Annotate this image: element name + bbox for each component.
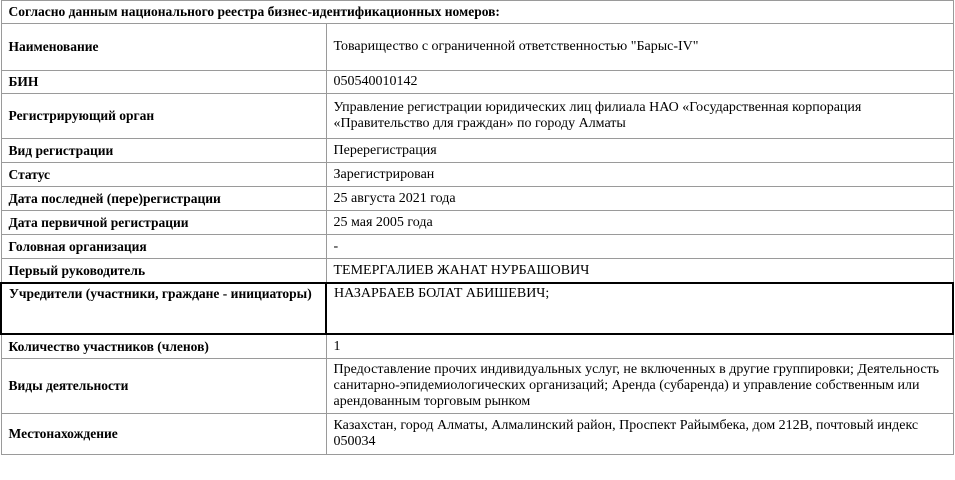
row-value-registration-type: Перерегистрация	[326, 139, 953, 163]
row-label-bin: БИН	[1, 71, 326, 94]
table-row	[1, 24, 953, 71]
table-row	[1, 211, 953, 235]
row-value-founders: НАЗАРБАЕВ БОЛАТ АБИШЕВИЧ;	[326, 283, 953, 334]
row-value-registering-authority: Управление регистрации юридических лиц филиала НАО «Государственная корпорация «Правительство для граждан» по городу Алматы	[326, 94, 953, 139]
table-row	[1, 334, 953, 359]
row-value-participants-count: 1	[326, 334, 953, 359]
row-label-first-registration-date: Дата первичной регистрации	[1, 211, 326, 235]
table-row	[1, 283, 953, 334]
row-label-participants-count: Количество участников (членов)	[1, 334, 326, 359]
table-row	[1, 71, 953, 94]
row-value-location: Казахстан, город Алматы, Алмалинский район, Проспект Райымбека, дом 212В, почтовый индекс 050034	[326, 414, 953, 455]
row-value-name: Товарищество с ограниченной ответственностью "Барыс-IV"	[326, 24, 953, 71]
row-value-first-registration-date: 25 мая 2005 года	[326, 211, 953, 235]
table-row	[1, 414, 953, 455]
row-label-location: Местонахождение	[1, 414, 326, 455]
row-value-head-organization: -	[326, 235, 953, 259]
table-row	[1, 235, 953, 259]
row-label-last-registration-date: Дата последней (пере)регистрации	[1, 187, 326, 211]
table-row	[1, 139, 953, 163]
table-caption: Согласно данным национального реестра бизнес-идентификационных номеров:	[1, 1, 953, 24]
table-row	[1, 187, 953, 211]
row-value-activities: Предоставление прочих индивидуальных услуг, не включенных в другие группировки; Деятельность санитарно-эпидемиологических организаций; Аренда (субаренда) и управление собственным или арендованным торговым рынком	[326, 359, 953, 414]
table-row	[1, 94, 953, 139]
row-label-registration-type: Вид регистрации	[1, 139, 326, 163]
row-label-founders: Учредители (участники, граждане - инициаторы)	[1, 283, 326, 334]
row-value-first-manager: ТЕМЕРГАЛИЕВ ЖАНАТ НУРБАШОВИЧ	[326, 259, 953, 284]
row-label-name: Наименование	[1, 24, 326, 71]
row-label-head-organization: Головная организация	[1, 235, 326, 259]
row-label-first-manager: Первый руководитель	[1, 259, 326, 284]
table-row	[1, 259, 953, 284]
row-value-bin: 050540010142	[326, 71, 953, 94]
row-value-status: Зарегистрирован	[326, 163, 953, 187]
table-row	[1, 163, 953, 187]
table-caption-row	[1, 1, 953, 24]
row-label-activities: Виды деятельности	[1, 359, 326, 414]
row-label-registering-authority: Регистрирующий орган	[1, 94, 326, 139]
table-row	[1, 359, 953, 414]
row-value-last-registration-date: 25 августа 2021 года	[326, 187, 953, 211]
row-label-status: Статус	[1, 163, 326, 187]
